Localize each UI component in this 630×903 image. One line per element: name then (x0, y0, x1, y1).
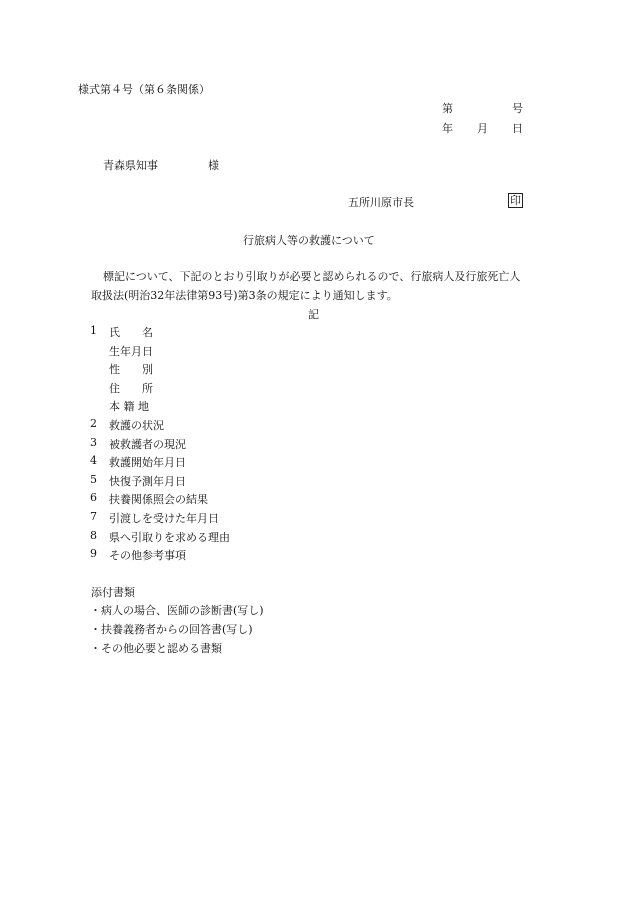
date-year: 年 (442, 122, 453, 135)
body-line-2: 取扱法(明治32年法律第93号)第3条の規定により通知します。 (91, 289, 398, 302)
seal-mark (508, 193, 523, 208)
item-number: 8 (90, 529, 97, 542)
item-number: 3 (90, 436, 97, 449)
item-label: 住 所 (109, 382, 153, 395)
item-number: 2 (90, 417, 97, 430)
form-number: 様式第４号（第６条関係） (78, 83, 210, 96)
body-line-1: 標記について、下記のとおり引取りが必要と認められるので、行旅病人及行旅死亡人 (103, 270, 521, 283)
item-label: 性 別 (109, 363, 153, 376)
attachment-item: ・その他必要と認める書類 (90, 642, 222, 655)
ki-label: 記 (308, 308, 319, 321)
doc-number-go: 号 (512, 102, 523, 115)
item-number: 7 (90, 510, 97, 523)
item-label: 氏 名 (109, 326, 153, 339)
document-title: 行旅病人等の救護について (243, 234, 375, 247)
seal-box: 印 (510, 194, 521, 207)
doc-number-dai: 第 (442, 102, 453, 115)
recipient-name: 青森県知事 (103, 159, 158, 172)
item-number: 1 (90, 324, 97, 337)
item-label: 扶養関係照会の結果 (109, 493, 208, 506)
attachments-heading: 添付書類 (91, 586, 135, 599)
item-number: 5 (90, 473, 97, 486)
date-day: 日 (512, 122, 523, 135)
sender-name: 五所川原市長 (348, 196, 414, 209)
item-label: 快復予測年月日 (109, 475, 186, 488)
item-label: 生年月日 (109, 345, 153, 358)
recipient-honorific: 様 (208, 159, 219, 172)
attachment-item: ・扶養義務者からの回答書(写し) (90, 623, 253, 636)
item-number: 6 (90, 491, 97, 504)
attachment-item: ・病人の場合、医師の診断書(写し) (90, 604, 264, 617)
item-label: 本 籍 地 (109, 400, 149, 413)
item-label: 救護の状況 (109, 419, 164, 432)
item-number: 4 (90, 454, 97, 467)
item-label: 県へ引取りを求める理由 (109, 531, 230, 544)
date-month: 月 (477, 122, 488, 135)
item-label: その他参考事項 (109, 549, 186, 562)
item-label: 被救護者の現況 (109, 438, 186, 451)
item-label: 引渡しを受けた年月日 (109, 512, 219, 525)
item-number: 9 (90, 547, 97, 560)
item-label: 救護開始年月日 (109, 456, 186, 469)
